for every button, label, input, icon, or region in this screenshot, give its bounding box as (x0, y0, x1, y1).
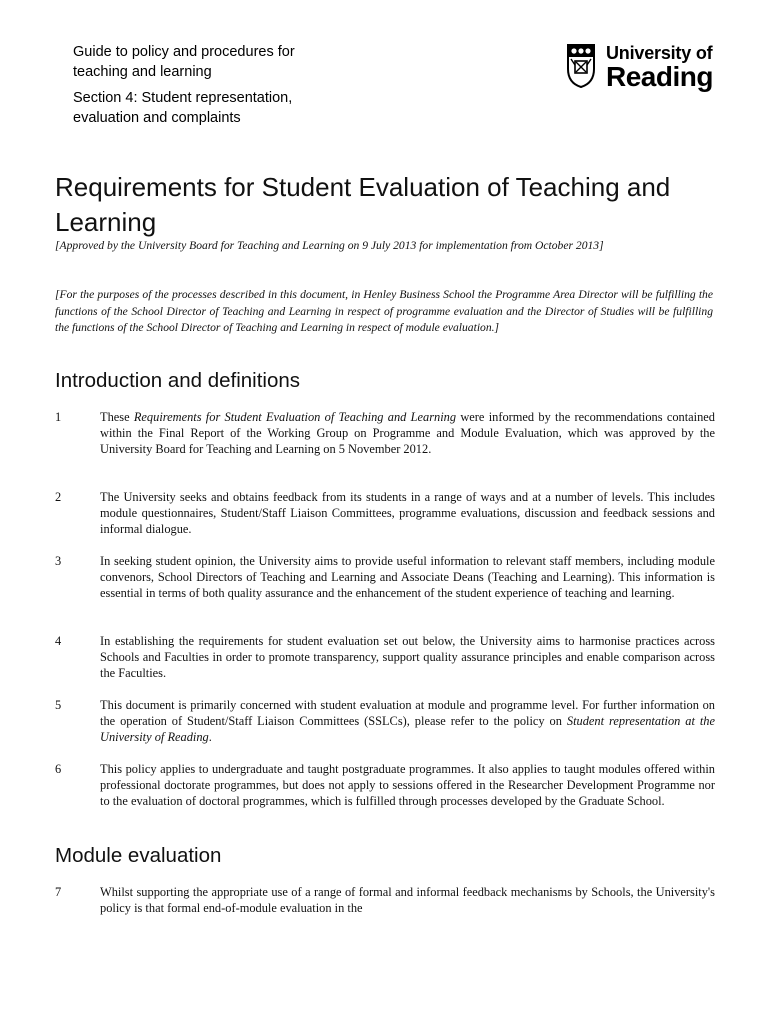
paragraph-text: In establishing the requirements for student evaluation set out below, the University aims to harmonise practices across Schools and Faculties in order to promote transparency, support quality assurance principles and enable comparison across the Faculties. (100, 634, 715, 680)
paragraph-5 (55, 697, 715, 745)
text-run: were informed by the recommendations contained within the Final Report of the Working Group on Programme and Module Evaluation, which was approved by the University Board for Teaching and Learning on 5 November 2012. (100, 410, 715, 456)
section-title-line2: evaluation and complaints (73, 110, 241, 126)
paragraph-2 (55, 489, 715, 537)
paragraph-6 (55, 761, 715, 809)
section-title-line1: Section 4: Student representation, (73, 90, 293, 106)
paragraph-text (100, 697, 715, 745)
paragraph-4 (55, 633, 715, 681)
paragraph-text: Whilst supporting the appropriate use of a range of formal and informal feedback mechanisms by Schools, the University's policy is that formal end-of-module evaluation in the (100, 885, 715, 915)
text-run: These (100, 410, 134, 424)
paragraph-text: The University seeks and obtains feedback from its students in a range of ways and at a number of levels. This includes module questionnaires, Student/Staff Liaison Committees, programme evaluations, discussion and feedback sessions and informal dialogue. (100, 490, 715, 536)
policy-reference: Student representation at the University of Reading (100, 714, 715, 744)
document-reference: Requirements for Student Evaluation of Teaching and Learning (133, 410, 457, 424)
crest-icon (566, 43, 596, 89)
guide-title-line1: Guide to policy and procedures for (73, 44, 295, 60)
approval-note: [Approved by the University Board for Teaching and Learning on 9 July 2013 for implementation from October 2013] (55, 239, 604, 252)
document-title: Requirements for Student Evaluation of Teaching and Learning (55, 172, 671, 237)
paragraph-text: In seeking student opinion, the University aims to provide useful information to relevant staff members, including module convenors, School Directors of Teaching and Learning and Associate Deans (Teaching and Learning). This information is essential in terms of both quality assurance and the enhancement of the student experience of teaching and learning. (100, 554, 715, 600)
paragraph-7 (55, 884, 715, 916)
section-heading-module-evaluation: Module evaluation (55, 844, 222, 867)
henley-note: [For the purposes of the processes described in this document, in Henley Business School the Programme Area Director will be fulfilling the functions of the School Director of Teaching and Learning in respect of programme evaluation and the Director of Studies will be fulfilling the functions of the School Director of Teaching and Learning in respect of module evaluation.] (55, 288, 713, 334)
university-logo (566, 43, 736, 95)
paragraph-number: 7 (55, 885, 62, 899)
logo-line1: University of (606, 43, 713, 63)
section-heading-introduction: Introduction and definitions (55, 369, 301, 392)
text-run: This document is primarily concerned with student evaluation at module and programme level. For further information on the operation of Student/Staff Liaison Committees (SSLCs), please refer to the policy on (100, 698, 715, 728)
paragraph-number: 2 (55, 490, 62, 504)
paragraph-text: This policy applies to undergraduate and taught postgraduate programmes. It also applies to taught modules offered within professional doctorate programmes, but does not apply to sessions offered in the Researcher Development Programme nor to the evaluation of doctoral programmes, which is fulfilled through processes developed by the Graduate School. (100, 762, 715, 808)
paragraph-number: 6 (55, 762, 62, 776)
logo-line2: Reading (606, 61, 713, 92)
text-run: . (208, 730, 212, 744)
paragraph-number: 1 (55, 410, 62, 424)
paragraph-number: 3 (55, 554, 62, 568)
paragraph-1 (55, 409, 715, 457)
paragraph-3 (55, 553, 715, 601)
guide-title-line2: teaching and learning (73, 64, 212, 80)
paragraph-number: 5 (55, 698, 62, 712)
paragraph-number: 4 (55, 634, 62, 648)
paragraph-text (100, 409, 715, 457)
header-guide (73, 42, 373, 128)
